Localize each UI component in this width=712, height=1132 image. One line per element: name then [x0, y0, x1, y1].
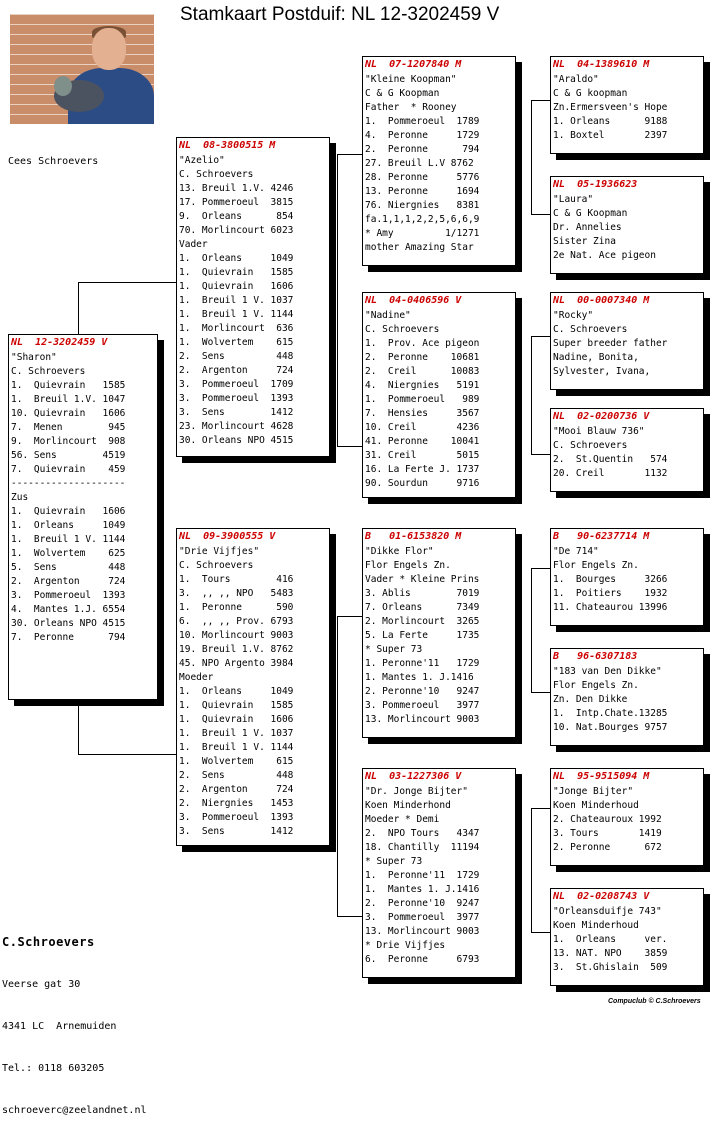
pigeon-card-mother-father: [362, 528, 516, 738]
card-line: 1. Breuil 1 V. 1037: [179, 295, 294, 306]
card-line: 1. Wolvertem 615: [179, 756, 294, 767]
card-line: 10. Creil 4236: [365, 422, 480, 433]
pigeon-name: "Kleine Koopman": [365, 74, 457, 85]
connector-line: [78, 282, 79, 336]
ring-number: NL 08-3800515 M: [179, 140, 276, 151]
connector-line: [531, 100, 532, 214]
card-line: Flor Engels Zn.: [553, 680, 639, 691]
card-line: Zn.Ermersveen's Hope: [553, 102, 668, 113]
card-line: 2. Sens 448: [179, 351, 294, 362]
card-line: 30. Orleans NPO 4515: [179, 435, 294, 446]
card-line: 28. Peronne 5776: [365, 172, 480, 183]
pigeon-name: "Drie Vijfjes": [179, 546, 260, 557]
card-line: 1. Peronne'11 1729: [365, 658, 480, 669]
card-line: Father * Rooney: [365, 102, 457, 113]
connector-line: [78, 700, 79, 755]
card-line: 2e Nat. Ace pigeon: [553, 250, 656, 261]
card-line: 1. Orleans ver.: [553, 934, 668, 945]
pigeon-card-father-mother: [362, 292, 516, 498]
pigeon-name: "Azelio": [179, 155, 225, 166]
card-line: C. Schroevers: [553, 324, 628, 335]
card-line: 3. Pommeroeul 1393: [11, 590, 126, 601]
pigeon-card-ff-mother: [550, 176, 704, 274]
card-line: 4. Peronne 1729: [365, 130, 480, 141]
connector-line: [531, 100, 550, 101]
card-line: 23. Morlincourt 4628: [179, 421, 294, 432]
card-line: Vader * Kleine Prins: [365, 574, 480, 585]
card-line: 1. Quievrain 1585: [179, 700, 294, 711]
ring-number: B 90-6237714 M: [553, 531, 650, 542]
connector-line: [337, 916, 362, 917]
card-line: 3. Pommeroeul 1709: [179, 379, 294, 390]
card-line: 7. Orleans 7349: [365, 602, 480, 613]
card-line: 41. Peronne 10041: [365, 436, 480, 447]
card-line: Sylvester, Ivana,: [553, 366, 651, 377]
card-line: 1. Prov. Ace pigeon: [365, 338, 480, 349]
card-line: 1. Poitiers 1932: [553, 588, 668, 599]
card-line: 3. Pommeroeul 3977: [365, 700, 480, 711]
card-line: * Drie Vijfjes: [365, 940, 446, 951]
pigeon-name: "Dr. Jonge Bijter": [365, 786, 468, 797]
card-line: 1. Breuil 1 V. 1037: [179, 728, 294, 739]
card-line: 17. Pommeroeul 3815: [179, 197, 294, 208]
pigeon-name: "Laura": [553, 194, 594, 205]
card-line: 1. Wolvertem 615: [179, 337, 294, 348]
card-line: 1. Orleans 1049: [11, 520, 126, 531]
card-line: 1. Orleans 9188: [553, 116, 668, 127]
card-line: 3. Pommeroeul 3977: [365, 912, 480, 923]
card-line: 6. Peronne 6793: [365, 954, 480, 965]
ring-number: NL 03-1227306 V: [365, 771, 462, 782]
card-line: 1. Intp.Chate.13285: [553, 708, 668, 719]
card-line: Zn. Den Dikke: [553, 694, 628, 705]
card-line: 13. Morlincourt 9003: [365, 926, 480, 937]
card-line: 5. La Ferte 1735: [365, 630, 480, 641]
card-line: 1. Orleans 1049: [179, 686, 294, 697]
card-line: 1. Bourges 3266: [553, 574, 668, 585]
card-line: 1. Breuil 1 V. 1144: [179, 742, 294, 753]
card-line: 56. Sens 4519: [11, 450, 126, 461]
card-line: C & G Koopman: [365, 88, 440, 99]
card-line: 2. Morlincourt 3265: [365, 616, 480, 627]
card-line: C. Schroevers: [553, 440, 628, 451]
pigeon-name: "Araldo": [553, 74, 599, 85]
card-line: 2. St.Quentin 574: [553, 454, 668, 465]
card-line: 3. Pommeroeul 1393: [179, 812, 294, 823]
card-line: 2. Peronne 672: [553, 842, 662, 853]
pigeon-name: "Nadine": [365, 310, 411, 321]
card-line: C. Schroevers: [11, 366, 86, 377]
card-line: 1. Breuil 1 V. 1144: [11, 534, 126, 545]
card-line: 2. Creil 10083: [365, 366, 480, 377]
card-line: 19. Breuil 1.V. 8762: [179, 644, 294, 655]
owner-photo: [10, 14, 154, 124]
card-line: Super breeder father: [553, 338, 668, 349]
card-line: 2. Peronne 10681: [365, 352, 480, 363]
card-line: 5. Sens 448: [11, 562, 126, 573]
card-line: 2. Niergnies 1453: [179, 798, 294, 809]
card-line: 45. NPO Argento 3984: [179, 658, 294, 669]
connector-line: [337, 616, 338, 916]
card-line: Flor Engels Zn.: [365, 560, 451, 571]
owner-phone: Tel.: 0118 603205: [2, 1063, 105, 1074]
pigeon-card-ff-father: [550, 56, 704, 154]
pigeon-card-mm-father: [550, 768, 704, 866]
card-line: 11. Chateaurou 13996: [553, 602, 668, 613]
owner-city: 4341 LC Arnemuiden: [2, 1021, 117, 1032]
card-line: 3. Ablis 7019: [365, 588, 480, 599]
card-line: 9. Orleans 854: [179, 211, 294, 222]
connector-line: [531, 808, 532, 932]
card-line: 18. Chantilly 11194: [365, 842, 480, 853]
owner-caption: Cees Schroevers: [8, 156, 99, 167]
pigeon-card-mf-mother: [550, 648, 704, 746]
pigeon-card-mm-mother: [550, 888, 704, 986]
pigeon-card-fm-mother: [550, 408, 704, 492]
ring-number: NL 02-0200736 V: [553, 411, 650, 422]
ring-number: NL 04-1389610 M: [553, 59, 650, 70]
connector-line: [531, 568, 550, 569]
card-line: C & G koopman: [553, 88, 628, 99]
page-title: Stamkaart Postduif: NL 12-3202459 V: [180, 4, 500, 25]
card-line: 1. Peronne'11 1729: [365, 870, 480, 881]
card-line: Koen Minderhoud: [553, 800, 639, 811]
ring-number: NL 00-0007340 M: [553, 295, 650, 306]
card-line: 7. Peronne 794: [11, 632, 126, 643]
connector-line: [531, 808, 550, 809]
ring-number: NL 95-9515094 M: [553, 771, 650, 782]
card-line: Koen Minderhond: [365, 800, 451, 811]
owner-email[interactable]: schroeverc@zeelandnet.nl: [2, 1105, 147, 1116]
card-line: fa.1,1,1,2,2,5,6,6,9: [365, 214, 480, 225]
card-line: 6. ,, ,, Prov. 6793: [179, 616, 294, 627]
card-line: mother Amazing Star: [365, 242, 474, 253]
card-line: 3. St.Ghislain 509: [553, 962, 668, 973]
card-line: Sister Zina: [553, 236, 616, 247]
card-line: Dr. Annelies: [553, 222, 622, 233]
pigeon-card-subject: [8, 334, 158, 700]
card-line: --------------------: [11, 478, 126, 489]
card-line: 3. Sens 1412: [179, 407, 294, 418]
card-line: 16. La Ferte J. 1737: [365, 464, 480, 475]
card-line: 2. Argenton 724: [179, 365, 294, 376]
owner-address: [2, 906, 147, 1132]
connector-line: [78, 282, 176, 283]
pigeon-name: "Rocky": [553, 310, 594, 321]
connector-line: [531, 568, 532, 692]
card-line: 1. Boxtel 2397: [553, 130, 668, 141]
card-line: 27. Breuil L.V 8762: [365, 158, 474, 169]
pigeon-name: "Sharon": [11, 352, 57, 363]
card-line: 3. Pommeroeul 1393: [179, 393, 294, 404]
card-line: 3. ,, ,, NPO 5483: [179, 588, 294, 599]
pigeon-name: "Dikke Flor": [365, 546, 434, 557]
pigeon-name: "Orleansduifje 743": [553, 906, 662, 917]
ring-number: NL 02-0208743 V: [553, 891, 650, 902]
pigeon-name: "183 van Den Dikke": [553, 666, 662, 677]
card-line: 4. Mantes 1.J. 6554: [11, 604, 126, 615]
card-line: C & G Koopman: [553, 208, 628, 219]
pigeon-card-mother-mother: [362, 768, 516, 978]
card-line: 1. Mantes 1. J.1416: [365, 884, 480, 895]
card-line: 2. Sens 448: [179, 770, 294, 781]
pigeon-name: "Jonge Bijter": [553, 786, 634, 797]
owner-street: Veerse gat 30: [2, 979, 81, 990]
card-line: 3. Sens 1412: [179, 826, 294, 837]
card-line: 1. Quievrain 1606: [179, 281, 294, 292]
card-line: 1. Morlincourt 636: [179, 323, 294, 334]
pigeon-card-father-father: [362, 56, 516, 266]
card-line: 13. NAT. NPO 3859: [553, 948, 668, 959]
card-line: 1. Quievrain 1585: [11, 380, 126, 391]
card-line: 76. Niergnies 8381: [365, 200, 480, 211]
card-line: 2. Argenton 724: [179, 784, 294, 795]
card-line: 2. Argenton 724: [11, 576, 126, 587]
card-line: 31. Creil 5015: [365, 450, 480, 461]
card-line: * Super 73: [365, 644, 423, 655]
connector-line: [337, 154, 338, 446]
card-line: 9. Morlincourt 908: [11, 436, 126, 447]
ring-number: B 01-6153820 M: [365, 531, 462, 542]
card-line: 1. Wolvertem 625: [11, 548, 126, 559]
card-line: 10. Nat.Bourges 9757: [553, 722, 668, 733]
pigeon-card-mother: [176, 528, 330, 846]
ring-number: NL 07-1207840 M: [365, 59, 462, 70]
card-line: 1. Pommeroeul 989: [365, 394, 480, 405]
connector-line: [337, 446, 362, 447]
card-line: 1. Peronne 590: [179, 602, 294, 613]
ring-number: NL 04-0406596 V: [365, 295, 462, 306]
ring-number: B 96-6307183: [553, 651, 638, 662]
card-line: 7. Quievrain 459: [11, 464, 126, 475]
card-line: 1. Orleans 1049: [179, 253, 294, 264]
card-line: 20. Creil 1132: [553, 468, 668, 479]
pigeon-name: "Mooi Blauw 736": [553, 426, 645, 437]
card-line: 1. Tours 416: [179, 574, 294, 585]
card-line: 1. Quievrain 1585: [179, 267, 294, 278]
card-line: 30. Orleans NPO 4515: [11, 618, 126, 629]
card-line: 70. Morlincourt 6023: [179, 225, 294, 236]
card-line: 1. Mantes 1. J.1416: [365, 672, 474, 683]
pigeon-name: "De 714": [553, 546, 599, 557]
card-line: 2. Chateauroux 1992: [553, 814, 662, 825]
card-line: Moeder * Demi: [365, 814, 440, 825]
connector-line: [531, 336, 532, 454]
card-line: 2. Peronne'10 9247: [365, 898, 480, 909]
connector-line: [337, 616, 362, 617]
card-line: 1. Breuil 1.V. 1047: [11, 394, 126, 405]
card-line: 1. Breuil 1 V. 1144: [179, 309, 294, 320]
card-line: Nadine, Bonita,: [553, 352, 639, 363]
connector-line: [531, 454, 550, 455]
card-line: 2. NPO Tours 4347: [365, 828, 480, 839]
pigeon-card-father: [176, 137, 330, 457]
connector-line: [531, 214, 550, 215]
card-line: Koen Minderhoud: [553, 920, 639, 931]
card-line: 1. Pommeroeul 1789: [365, 116, 480, 127]
footer-credit: Compuclub © C.Schroevers: [608, 998, 701, 1005]
card-line: 13. Morlincourt 9003: [365, 714, 480, 725]
pigeon-card-fm-father: [550, 292, 704, 390]
card-line: Moeder: [179, 672, 214, 683]
connector-line: [531, 932, 550, 933]
card-line: Zus: [11, 492, 29, 503]
card-line: 1. Quievrain 1606: [179, 714, 294, 725]
ring-number: NL 05-1936623: [553, 179, 638, 190]
card-line: 90. Sourdun 9716: [365, 478, 480, 489]
ring-number: NL 12-3202459 V: [11, 337, 108, 348]
card-line: * Amy 1/1271: [365, 228, 480, 239]
connector-line: [337, 154, 362, 155]
card-line: 7. Menen 945: [11, 422, 126, 433]
card-line: 13. Peronne 1694: [365, 186, 480, 197]
card-line: C. Schroevers: [179, 169, 254, 180]
connector-line: [78, 754, 176, 755]
card-line: 13. Breuil 1.V. 4246: [179, 183, 294, 194]
card-line: 10. Quievrain 1606: [11, 408, 126, 419]
card-line: 4. Niergnies 5191: [365, 380, 480, 391]
card-line: * Super 73: [365, 856, 423, 867]
card-line: Vader: [179, 239, 208, 250]
ring-number: NL 09-3900555 V: [179, 531, 276, 542]
card-line: 3. Tours 1419: [553, 828, 662, 839]
connector-line: [531, 692, 550, 693]
connector-line: [531, 336, 550, 337]
pigeon-card-mf-father: [550, 528, 704, 626]
card-line: 7. Hensies 3567: [365, 408, 480, 419]
card-line: C. Schroevers: [365, 324, 440, 335]
card-line: 2. Peronne'10 9247: [365, 686, 480, 697]
card-line: 2. Peronne 794: [365, 144, 480, 155]
owner-name: C.Schroevers: [2, 935, 95, 949]
card-line: 10. Morlincourt 9003: [179, 630, 294, 641]
card-line: Flor Engels Zn.: [553, 560, 639, 571]
card-line: 1. Quievrain 1606: [11, 506, 126, 517]
card-line: C. Schroevers: [179, 560, 254, 571]
